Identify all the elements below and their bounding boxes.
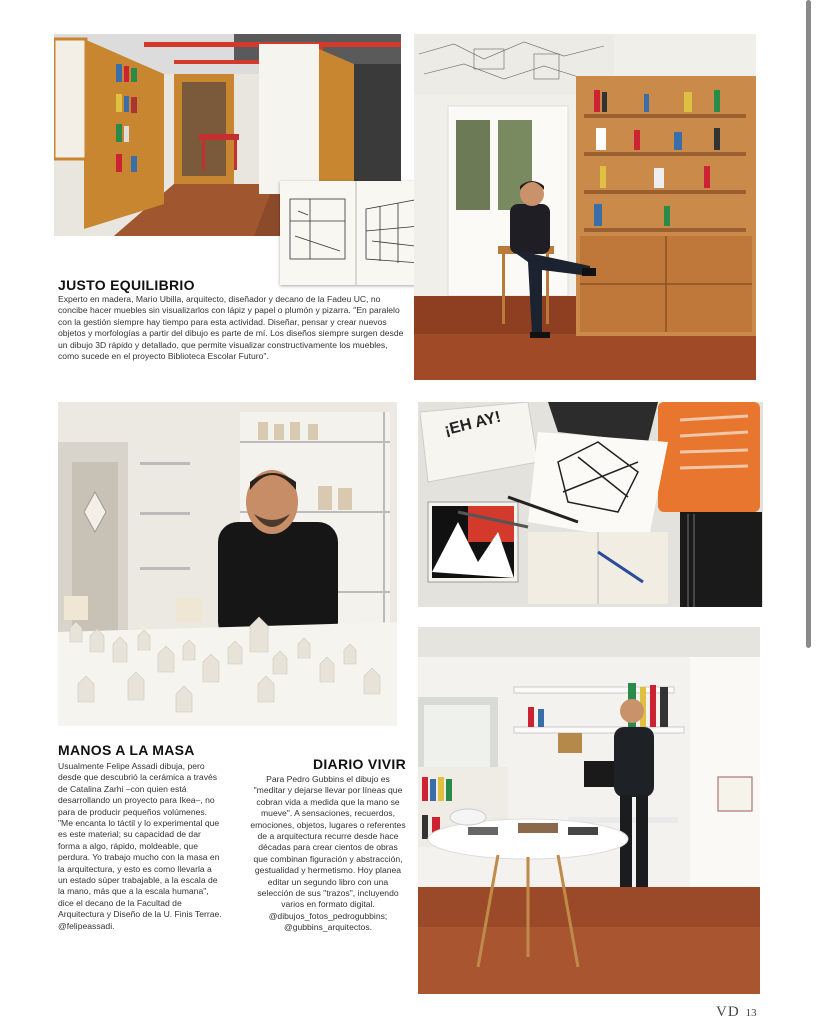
section-heading-justo-equilibrio: JUSTO EQUILIBRIO bbox=[58, 277, 195, 293]
section-body-manos-a-la-masa: Usualmente Felipe Assadi dibuja, pero desde que descubrió la cerámica a través de Catalina Zarhi –con quien está desarrollando un proyecto para Ikea–, no para de producir pequeños volúmenes. "Me encanta lo táctil y lo experimental que es este material; su capacidad de dar forma a algo, rápido, moldeable, que perdura. Yo trabajo mucho con la masa en la arquitectura, y esto es como llevarla a un estado súper trabajable, a la escala de la mano, más que a la escala humana", dice el decano de la Facultad de Arquitectura y Diseño de la U. Finis Terrae. @felipeassadi. bbox=[58, 761, 222, 931]
section-body-diario-vivir: Para Pedro Gubbins el dibujo es "meditar y dejarse llevar por líneas que cobran vida a medida que la mano se mueve". A sensaciones, recuerdos, emociones, objetos, lugares o referentes de a arquitectura recurre desde hace décadas para crear cientos de obras que combinan figuración y abstracción, gestualidad y hermetismo. Hoy planea editar un segundo libro con una selección de sus "trazos", incluyendo varios en formato digital. @dibujos_fotos_pedrogubbins; @gubbins_arquitectos. bbox=[250, 774, 406, 933]
page-number: 13 bbox=[745, 1007, 757, 1019]
photo-ubilla-portrait bbox=[414, 34, 756, 380]
section-heading-diario-vivir: DIARIO VIVIR bbox=[312, 756, 406, 772]
page-folio bbox=[716, 1003, 757, 1021]
photo-gubbins-studio bbox=[418, 627, 760, 994]
section-body-justo-equilibrio: Experto en madera, Mario Ubilla, arquitecto, diseñador y decano de la Fadeu UC, no concibe hacer muebles sin visualizarlos con lápiz y papel o plumón y pizarra. "En paralelo con la gestión siempre hay tiempo para esta actividad. Diseñar, pensar y crear nuevos objetos y morfologías a partir del dibujo es parte de mí. Los diseños siempre surgen desde un dibujo 3D rápido y detallado, que permite visualizar constructivamente los muebles, como sucede en el proyecto Biblioteca Escolar Futuro". bbox=[58, 294, 404, 362]
vertical-scrollbar[interactable] bbox=[806, 0, 811, 648]
photo-assadi-ceramics bbox=[58, 402, 397, 726]
photo-sketchbooks-flatlay bbox=[418, 402, 763, 607]
notebook-cover-text: ¡EH AY! bbox=[442, 408, 503, 440]
photo-sketch-overlay bbox=[280, 181, 432, 285]
section-heading-manos-a-la-masa: MANOS A LA MASA bbox=[58, 742, 195, 758]
magazine-logo: VD bbox=[716, 1004, 740, 1020]
